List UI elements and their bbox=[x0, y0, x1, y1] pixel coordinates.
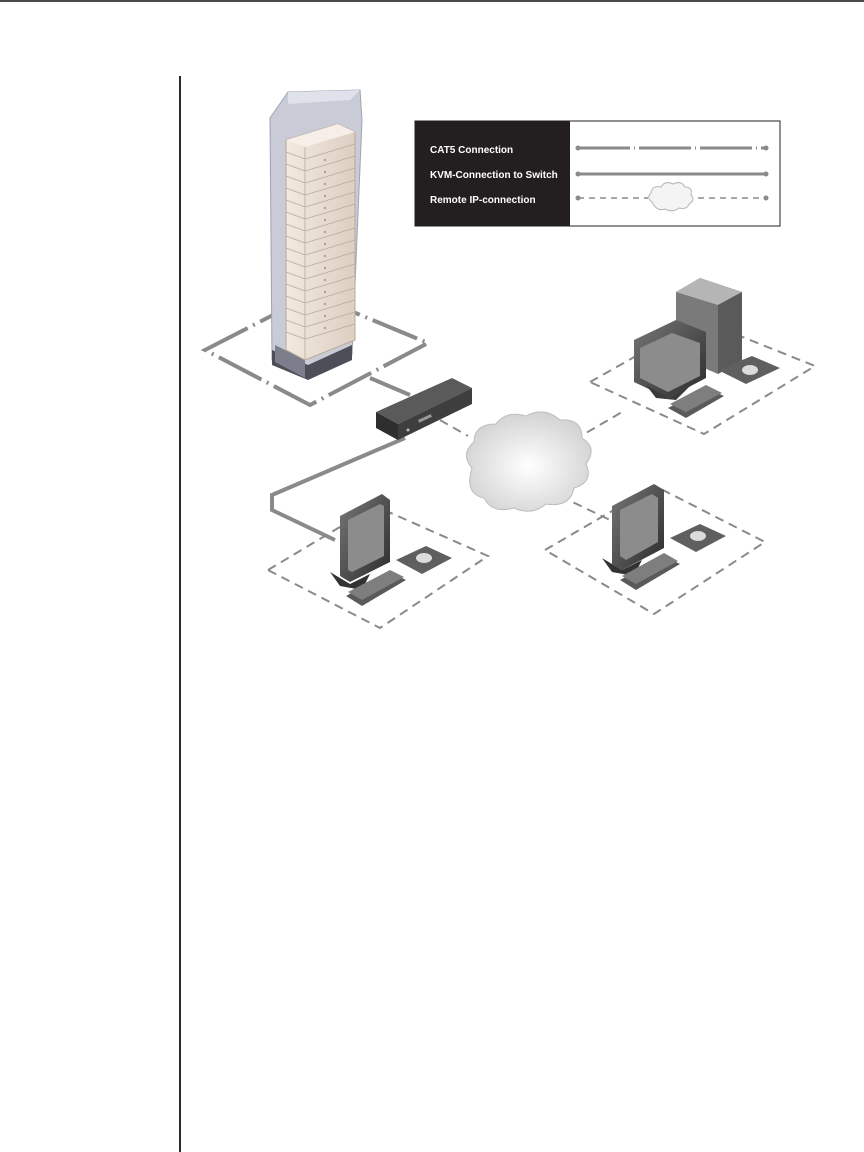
server-rack-icon bbox=[270, 90, 362, 380]
rack-to-switch-line bbox=[370, 378, 410, 395]
legend bbox=[415, 121, 780, 226]
local-workstation-icon bbox=[268, 494, 488, 628]
legend-label-remote-ip: Remote IP-connection bbox=[430, 195, 536, 206]
legend-cloud-icon bbox=[649, 183, 693, 211]
remote-workstation-icon bbox=[545, 484, 765, 614]
legend-label-cat5: CAT5 Connection bbox=[430, 145, 514, 156]
network-cloud-icon bbox=[466, 412, 591, 511]
legend-label-kvm: KVM-Connection to Switch bbox=[430, 170, 558, 181]
